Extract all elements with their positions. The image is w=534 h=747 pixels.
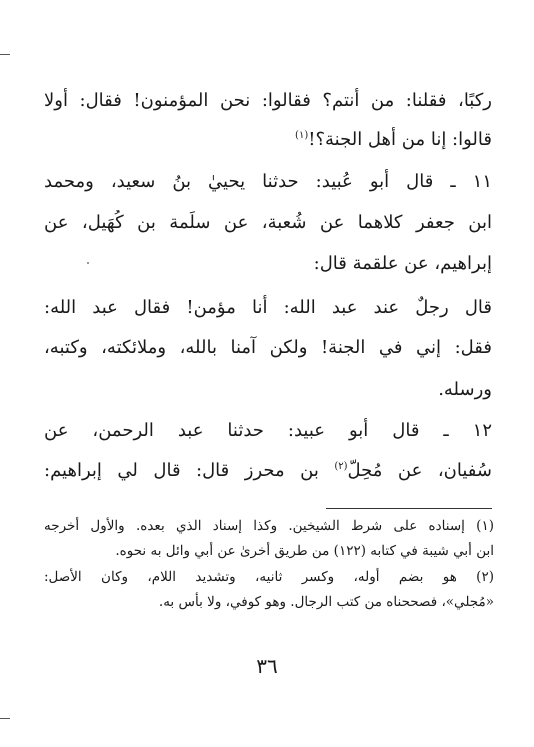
- footnote-2-line-2: «مُجلي»، فصححناه من كتب الرجال. وهو كوفي، ولا بأس به.: [158, 594, 494, 610]
- hadith-11-line-4: قال رجلٌ عند عبد الله: أنا مؤمن! فقال عبد الله:: [44, 297, 492, 318]
- hadith-11-line-1: ١١ ـ قال أبو عُبيد: حدثنا يحييٰ بنُ سعيد، ومحمد: [44, 171, 492, 192]
- hadith-12-line-1: ١٢ ـ قال أبو عبيد: حدثنا عبد الرحمن، عن: [44, 420, 492, 441]
- hadith-11-line-6: ورسله.: [438, 379, 492, 400]
- hadith-12-line-2: سُفيان، عن مُحِلّ$^{(٢)}$ بن محرز قال: قال لي إبراهيم:: [44, 460, 492, 481]
- margin-mark-top: [0, 54, 10, 55]
- hadith-11-line-3: إبراهيم، عن علقمة قال:: [313, 253, 492, 274]
- footnote-2-line-1: (٢) هو بضم أوله، وكسر ثانيه، وتشديد اللام، وكان الأصل:: [44, 569, 494, 585]
- footnote-ref-2: (٢): [334, 461, 348, 472]
- hadith-11-line-2: ابن جعفر كلاهما عن شُعبة، عن سلَمة بن كُهَيل، عن: [44, 212, 492, 233]
- body-line-2: قالوا: إنا من أهل الجنة؟!$^{(١)}$: [295, 129, 492, 150]
- body-line-1: ركبًا، فقلنا: من أنتم؟ فقالوا: نحن المؤمنون! فقال: أولا: [44, 90, 492, 111]
- footnote-1-line-1: (١) إسناده على شرط الشيخين. وكذا إسناد الذي بعده. والأول أخرجه: [44, 518, 494, 534]
- footnote-1-line-2: ابن أبي شيبة في كتابه (١٢٢) من طريق أخرىٰ عن أبي وائل به نحوه.: [115, 543, 494, 559]
- page-number: ٣٦: [256, 654, 278, 678]
- hadith-11-line-5: فقل: إني في الجنة! ولكن آمنا بالله، وملائكته، وكتبه،: [44, 337, 492, 358]
- footnote-separator: [326, 508, 492, 509]
- footnote-ref-1: (١): [295, 130, 309, 141]
- margin-mark-bottom: [0, 718, 10, 719]
